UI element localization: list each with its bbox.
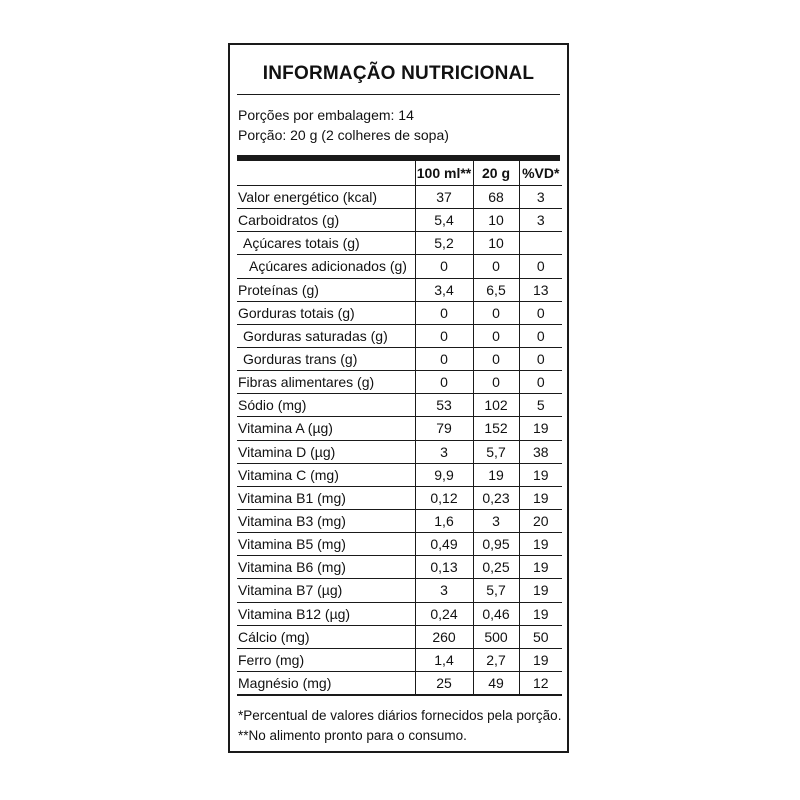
portions-per-package: Porções por embalagem: 14 bbox=[238, 107, 414, 123]
nutrient-label: Vitamina D (µg) bbox=[237, 440, 415, 463]
nutrient-label: Vitamina A (µg) bbox=[237, 417, 415, 440]
value-daily-percent: 19 bbox=[519, 463, 562, 486]
value-per-portion: 0 bbox=[473, 301, 519, 324]
value-daily-percent: 19 bbox=[519, 533, 562, 556]
value-per-portion: 19 bbox=[473, 463, 519, 486]
value-per-portion: 10 bbox=[473, 209, 519, 232]
nutrient-label: Vitamina B7 (µg) bbox=[237, 579, 415, 602]
table-header-row bbox=[237, 161, 562, 186]
table-row bbox=[237, 463, 562, 486]
value-per-portion: 0 bbox=[473, 347, 519, 370]
value-per-portion: 68 bbox=[473, 186, 519, 209]
value-per-100ml: 5,4 bbox=[415, 209, 473, 232]
nutrient-label: Vitamina C (mg) bbox=[237, 463, 415, 486]
value-per-100ml: 3 bbox=[415, 440, 473, 463]
value-per-100ml: 0,12 bbox=[415, 486, 473, 509]
nutrient-label: Açúcares totais (g) bbox=[237, 232, 415, 255]
nutrient-label: Vitamina B12 (µg) bbox=[237, 602, 415, 625]
nutrition-table-body bbox=[237, 186, 562, 696]
value-per-portion: 2,7 bbox=[473, 648, 519, 671]
value-per-100ml: 5,2 bbox=[415, 232, 473, 255]
value-per-100ml: 260 bbox=[415, 625, 473, 648]
value-per-portion: 0,95 bbox=[473, 533, 519, 556]
value-per-portion: 49 bbox=[473, 671, 519, 695]
nutrient-label: Ferro (mg) bbox=[237, 648, 415, 671]
nutrient-label: Gorduras saturadas (g) bbox=[237, 324, 415, 347]
value-per-100ml: 0 bbox=[415, 301, 473, 324]
value-per-portion: 0,25 bbox=[473, 556, 519, 579]
panel-title: INFORMAÇÃO NUTRICIONAL bbox=[262, 63, 535, 84]
header-per-portion: 20 g bbox=[473, 161, 519, 186]
table-row bbox=[237, 509, 562, 532]
nutrient-label: Cálcio (mg) bbox=[237, 625, 415, 648]
value-per-portion: 0 bbox=[473, 324, 519, 347]
value-daily-percent: 19 bbox=[519, 579, 562, 602]
nutrient-label: Sódio (mg) bbox=[237, 394, 415, 417]
header-label bbox=[237, 161, 415, 186]
value-per-100ml: 1,6 bbox=[415, 509, 473, 532]
value-per-100ml: 0,24 bbox=[415, 602, 473, 625]
value-per-100ml: 37 bbox=[415, 186, 473, 209]
table-row bbox=[237, 232, 562, 255]
value-per-100ml: 0 bbox=[415, 255, 473, 278]
value-daily-percent: 19 bbox=[519, 417, 562, 440]
table-row bbox=[237, 602, 562, 625]
value-per-portion: 102 bbox=[473, 394, 519, 417]
value-per-portion: 0,46 bbox=[473, 602, 519, 625]
table-row bbox=[237, 255, 562, 278]
nutrition-table bbox=[237, 161, 562, 696]
value-daily-percent: 19 bbox=[519, 486, 562, 509]
value-per-100ml: 0 bbox=[415, 324, 473, 347]
value-per-portion: 10 bbox=[473, 232, 519, 255]
nutrition-facts-panel bbox=[228, 43, 569, 753]
value-per-100ml: 53 bbox=[415, 394, 473, 417]
value-per-portion: 3 bbox=[473, 509, 519, 532]
value-per-portion: 0,23 bbox=[473, 486, 519, 509]
nutrient-label: Vitamina B5 (mg) bbox=[237, 533, 415, 556]
value-per-100ml: 0,13 bbox=[415, 556, 473, 579]
value-daily-percent: 50 bbox=[519, 625, 562, 648]
value-daily-percent: 38 bbox=[519, 440, 562, 463]
table-row bbox=[237, 625, 562, 648]
value-per-portion: 5,7 bbox=[473, 579, 519, 602]
value-per-100ml: 3,4 bbox=[415, 278, 473, 301]
table-row bbox=[237, 301, 562, 324]
value-daily-percent: 3 bbox=[519, 186, 562, 209]
value-per-portion: 152 bbox=[473, 417, 519, 440]
value-daily-percent: 20 bbox=[519, 509, 562, 532]
table-row bbox=[237, 347, 562, 370]
value-per-portion: 5,7 bbox=[473, 440, 519, 463]
value-daily-percent: 0 bbox=[519, 347, 562, 370]
table-row bbox=[237, 533, 562, 556]
nutrient-label: Gorduras totais (g) bbox=[237, 301, 415, 324]
header-per-100ml: 100 ml** bbox=[415, 161, 473, 186]
value-daily-percent: 19 bbox=[519, 648, 562, 671]
nutrient-label: Valor energético (kcal) bbox=[237, 186, 415, 209]
value-per-100ml: 25 bbox=[415, 671, 473, 695]
nutrient-label: Magnésio (mg) bbox=[237, 671, 415, 695]
value-daily-percent: 13 bbox=[519, 278, 562, 301]
value-per-100ml: 0,49 bbox=[415, 533, 473, 556]
nutrient-label: Vitamina B6 (mg) bbox=[237, 556, 415, 579]
value-per-portion: 500 bbox=[473, 625, 519, 648]
value-per-100ml: 79 bbox=[415, 417, 473, 440]
value-daily-percent: 5 bbox=[519, 394, 562, 417]
table-row bbox=[237, 209, 562, 232]
value-per-portion: 6,5 bbox=[473, 278, 519, 301]
nutrient-label: Vitamina B3 (mg) bbox=[237, 509, 415, 532]
footnote-ready-to-eat: **No alimento pronto para o consumo. bbox=[238, 728, 467, 743]
value-daily-percent: 0 bbox=[519, 324, 562, 347]
table-row bbox=[237, 394, 562, 417]
table-row bbox=[237, 556, 562, 579]
value-per-100ml: 9,9 bbox=[415, 463, 473, 486]
value-per-portion: 0 bbox=[473, 255, 519, 278]
value-per-100ml: 3 bbox=[415, 579, 473, 602]
value-daily-percent: 0 bbox=[519, 301, 562, 324]
nutrient-label: Vitamina B1 (mg) bbox=[237, 486, 415, 509]
table-row bbox=[237, 671, 562, 695]
table-row bbox=[237, 579, 562, 602]
table-row bbox=[237, 371, 562, 394]
nutrient-label: Açúcares adicionados (g) bbox=[237, 255, 415, 278]
table-row bbox=[237, 486, 562, 509]
value-daily-percent: 12 bbox=[519, 671, 562, 695]
value-daily-percent: 19 bbox=[519, 602, 562, 625]
table-row bbox=[237, 324, 562, 347]
value-per-100ml: 0 bbox=[415, 371, 473, 394]
portion-size: Porção: 20 g (2 colheres de sopa) bbox=[238, 127, 449, 143]
table-row bbox=[237, 278, 562, 301]
value-daily-percent: 0 bbox=[519, 255, 562, 278]
title-divider bbox=[237, 94, 560, 95]
nutrient-label: Gorduras trans (g) bbox=[237, 347, 415, 370]
nutrient-label: Proteínas (g) bbox=[237, 278, 415, 301]
nutrient-label: Fibras alimentares (g) bbox=[237, 371, 415, 394]
value-daily-percent: 0 bbox=[519, 371, 562, 394]
value-daily-percent: 19 bbox=[519, 556, 562, 579]
value-daily-percent bbox=[519, 232, 562, 255]
table-row bbox=[237, 417, 562, 440]
value-per-portion: 0 bbox=[473, 371, 519, 394]
value-per-100ml: 0 bbox=[415, 347, 473, 370]
value-per-100ml: 1,4 bbox=[415, 648, 473, 671]
table-row bbox=[237, 648, 562, 671]
table-row bbox=[237, 440, 562, 463]
value-daily-percent: 3 bbox=[519, 209, 562, 232]
table-row bbox=[237, 186, 562, 209]
nutrient-label: Carboidratos (g) bbox=[237, 209, 415, 232]
footnote-daily-value: *Percentual de valores diários fornecidos pela porção. bbox=[238, 708, 562, 723]
header-daily-value: %VD* bbox=[519, 161, 562, 186]
